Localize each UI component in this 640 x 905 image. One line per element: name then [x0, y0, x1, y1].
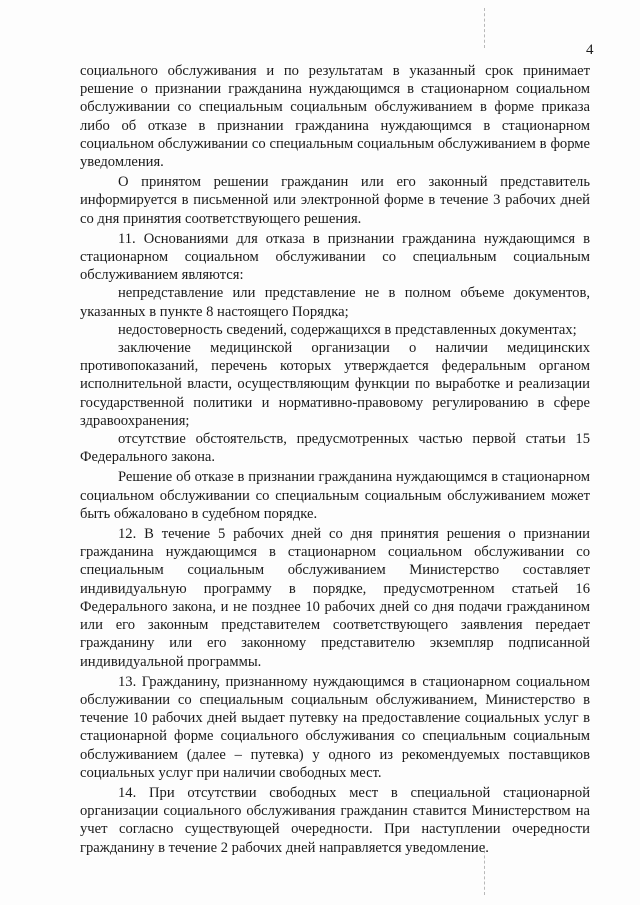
- scan-artifact-line: [484, 8, 485, 48]
- list-item: недостоверность сведений, содержащихся в представленных документах;: [118, 321, 577, 338]
- paragraph: 14. При отсутствии свободных мест в специальной стационарной организации социального обслуживания гражданин ставится Министерством на учет согласно существующей очередности. При наступлении очередности гражданину в течение 2 рабочих дней направляется уведомление.: [80, 784, 590, 856]
- paragraph: О принятом решении гражданин или его законный представитель информируется в письменной или электронной форме в течение 3 рабочих дней со дня принятия соответствующего решения.: [80, 174, 590, 227]
- paragraph: Решение об отказе в признании гражданина нуждающимся в стационарном социальном обслуживании со специальным социальным обслуживанием может быть обжаловано в судебном порядке.: [80, 469, 590, 522]
- document-body: [80, 62, 590, 857]
- paragraph: 12. В течение 5 рабочих дней со дня принятия решения о признании гражданина нуждающимся в стационарном социальном обслуживании со специальным социальным обслуживанием Министерство составляет индивидуальную программу в порядке, предусмотренном статьей 16 Федерального закона, и не позднее 10 рабочих дней со дня подачи гражданином или его законным представителем соответствующего заявления передает гражданину или его законному представителю экземпляр подписанной индивидуальной программы.: [80, 526, 590, 670]
- paragraph: 11. Основаниями для отказа в признании гражданина нуждающимся в стационарном социальном обслуживании со специальным социальным обслуживанием являются:: [80, 230, 590, 284]
- list-item: заключение медицинской организации о наличии медицинских противопоказаний, перечень которых утверждается федеральным органом исполнительной власти, осуществляющим функции по выработке и реализации государственной политики и нормативно-правовому регулированию в сфере здравоохранения;: [80, 340, 590, 429]
- paragraph: социального обслуживания и по результатам в указанный срок принимает решение о признании гражданина нуждающимся в стационарном социальном обслуживании со специальным социальным обслуживанием в форме приказа либо об отказе в признании гражданина нуждающимся в стационарном социальном обслуживании со специальным социальным обслуживанием в форме уведомления.: [80, 63, 590, 171]
- paragraph: 13. Гражданину, признанному нуждающимся в стационарном социальном обслуживании со специальным социальным обслуживанием, Министерство в течение 10 рабочих дней выдает путевку на предоставление социальных услуг в стационарной форме социального обслуживания со специальным социальным обслуживанием (далее – путевка) у одного из рекомендуемых поставщиков социальных услуг при наличии свободных мест.: [80, 673, 590, 781]
- list-item: отсутствие обстоятельств, предусмотренных частью первой статьи 15 Федерального закона.: [80, 431, 590, 466]
- page-number: 4: [586, 42, 594, 58]
- list-item: непредставление или представление не в полном объеме документов, указанных в пункте 8 настоящего Порядка;: [80, 285, 590, 320]
